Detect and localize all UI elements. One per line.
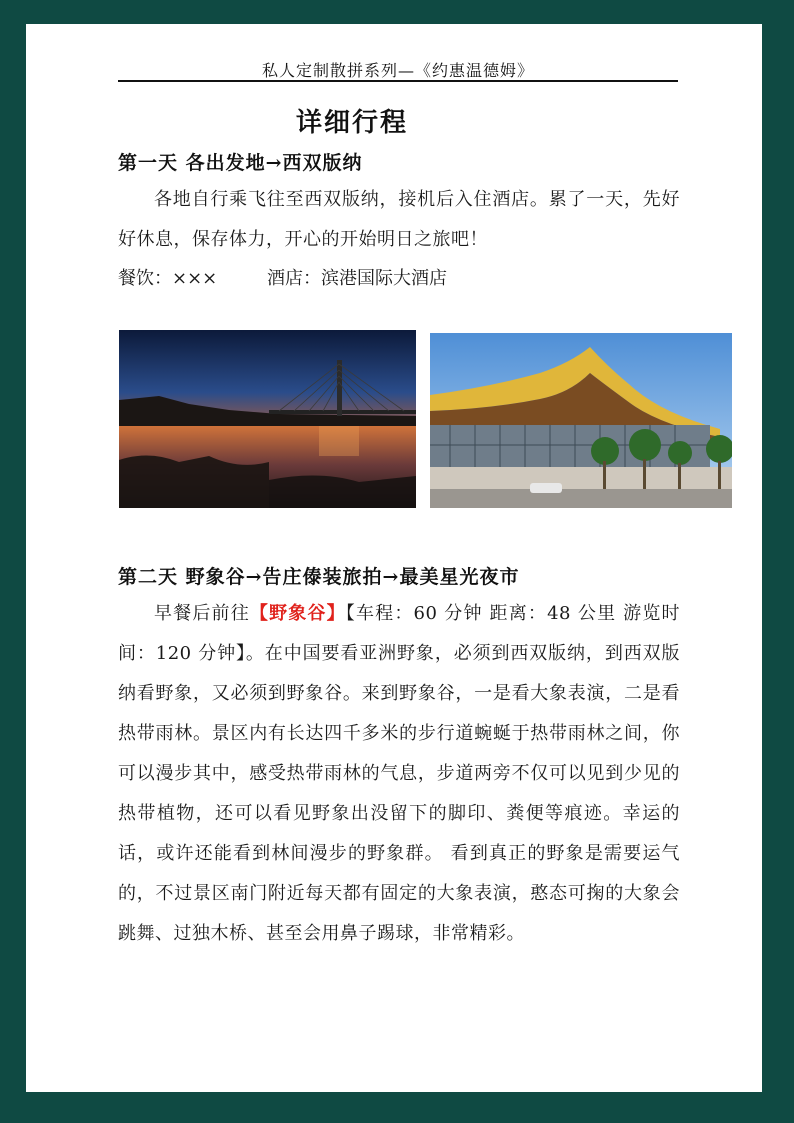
day2-body: 【车程：60 分钟 距离：48 公里 游览时间：120 分钟】。在中国要看亚洲野象，必须到西双版纳，到西双版纳看野象，又必须到野象谷。来到野象谷，一是看大象表演，二是看热带雨林。景区内有长达四千多米的步行道蜿蜒于热带雨林之间，你可以漫步其中，感受热带雨林的气息，步道两旁不仅可以见到少见的热带植物，还可以看见野象出没留下的脚印、粪便等痕迹。幸运的话，或许还能看到林间漫步的野象群。 看到真正的野象是需要运气的，不过景区南门附近每天都有固定的大象表演，憨态可掬的大象会跳舞、过独木桥、甚至会用鼻子踢球，非常精彩。: [118, 603, 680, 944]
day2-paragraph: [118, 594, 680, 954]
day1-paragraph: 各地自行乘飞往至西双版纳，接机后入住酒店。累了一天，先好好休息，保存体力，开心的开始明日之旅吧！: [118, 189, 680, 250]
day1-meta-row: [118, 264, 447, 290]
day2-heading: 第二天 野象谷→告庄傣装旅拍→最美星光夜市: [118, 566, 520, 588]
day1-meals: 餐饮：×××: [118, 268, 218, 289]
header-rule: [118, 80, 678, 82]
day1-hotel: 酒店：滨港国际大酒店: [266, 268, 447, 289]
series-title: 私人定制散拼系列—《约惠温德姆》: [261, 61, 534, 80]
page-title: 详细行程: [296, 108, 409, 138]
attraction-highlight: 【野象谷】: [249, 603, 346, 624]
bridge-sunset-photo: [119, 330, 416, 508]
day1-heading: 第一天 各出发地→西双版纳: [118, 152, 363, 174]
document-page: [26, 24, 762, 1092]
day2-prefix: 早餐后前往: [154, 603, 250, 624]
airport-terminal-photo: [430, 333, 732, 508]
